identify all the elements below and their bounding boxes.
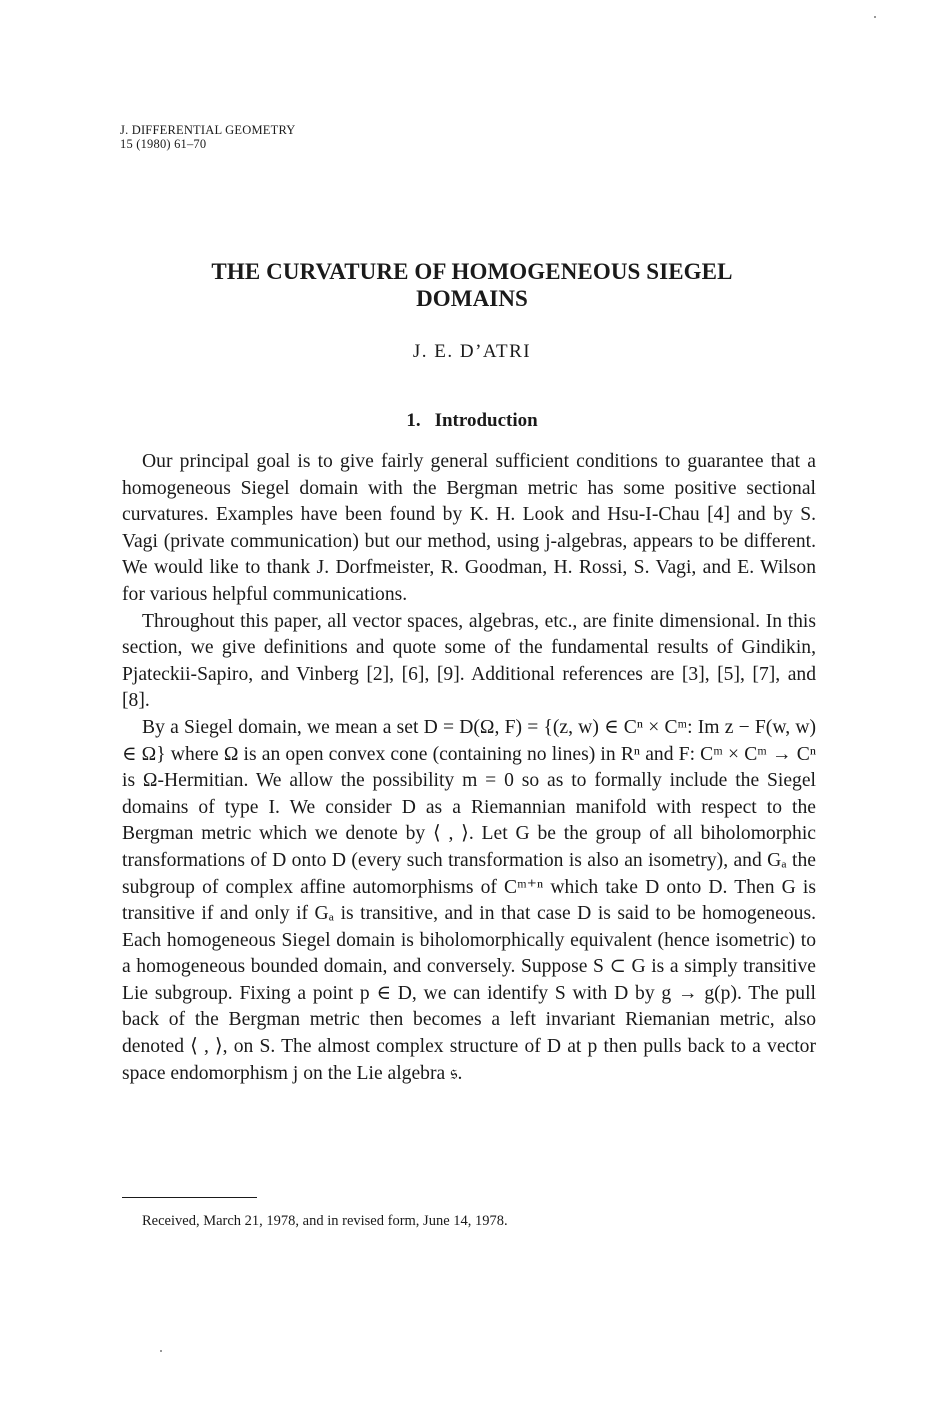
journal-citation: 15 (1980) 61–70 (120, 137, 207, 151)
footnote-divider (122, 1197, 257, 1198)
paragraph-2: Throughout this paper, all vector spaces, algebras, etc., are finite dimensional. In this section, we give definitions and quote some of the fundamental results of Gindikin, Pjateckii-Sapiro, and Vinberg [2], [6], [9]. Additional references are [3], [5], [7], and [8]. (122, 610, 816, 712)
journal-name: J. DIFFERENTIAL GEOMETRY (120, 123, 296, 137)
footnote: Received, March 21, 1978, and in revised form, June 14, 1978. (142, 1213, 508, 1229)
title-line-1: THE CURVATURE OF HOMOGENEOUS SIEGEL (211, 259, 733, 284)
journal-header (120, 123, 296, 151)
section-title: Introduction (434, 410, 538, 431)
paragraph-3: By a Siegel domain, we mean a set D = D(Ω, F) = {(z, w) ∈ Cⁿ × Cᵐ: Im z − F(w, w) ∈ Ω} where Ω is an open convex cone (containing no lines) in Rⁿ and F: Cᵐ × Cᵐ → Cⁿ is Ω-Hermitian. We allow the possibility m = 0 so as to formally include the Siegel domains of type I. We consider D as a Riemannian manifold with respect to the Bergman metric which we denote by ⟨ , ⟩. Let G be the group of all biholomorphic transformations of D onto D (every such transformation is also an isometry), and Gₐ the subgroup of complex affine automorphisms of Cᵐ⁺ⁿ which take D onto D. Then G is transitive if and only if Gₐ is transitive, and in that case D is said to be homogeneous. Each homogeneous Siegel domain is biholomorphically equivalent (hence isometric) to a homogeneous bounded domain, and conversely. Suppose S ⊂ G is a simply transitive Lie subgroup. Fixing a point p ∈ D, we can identify S with D by g → g(p). The pull back of the Bergman metric then becomes a left invariant Riemanian metric, also denoted ⟨ , ⟩, on S. The almost complex structure of D at p then pulls back to a vector space endomorphism j on the Lie algebra 𝔰. (122, 716, 816, 1084)
body-text (122, 449, 816, 1087)
scan-speck (160, 1350, 162, 1352)
section-number: 1. (406, 410, 421, 431)
section-heading (120, 410, 824, 432)
paper-title (120, 258, 824, 312)
title-line-2: DOMAINS (416, 286, 528, 311)
scan-speck (874, 16, 876, 18)
paragraph-1: Our principal goal is to give fairly general sufficient conditions to guarantee that a homogeneous Siegel domain with the Bergman metric has some positive sectional curvatures. Examples have been found by K. H. Look and Hsu-I-Chau [4] and by S. Vagi (private communication) but our method, using j-algebras, appears to be different. We would like to thank J. Dorfmeister, R. Goodman, H. Rossi, S. Vagi, and E. Wilson for various helpful communications. (122, 451, 816, 605)
author: J. E. D’ATRI (412, 341, 532, 362)
